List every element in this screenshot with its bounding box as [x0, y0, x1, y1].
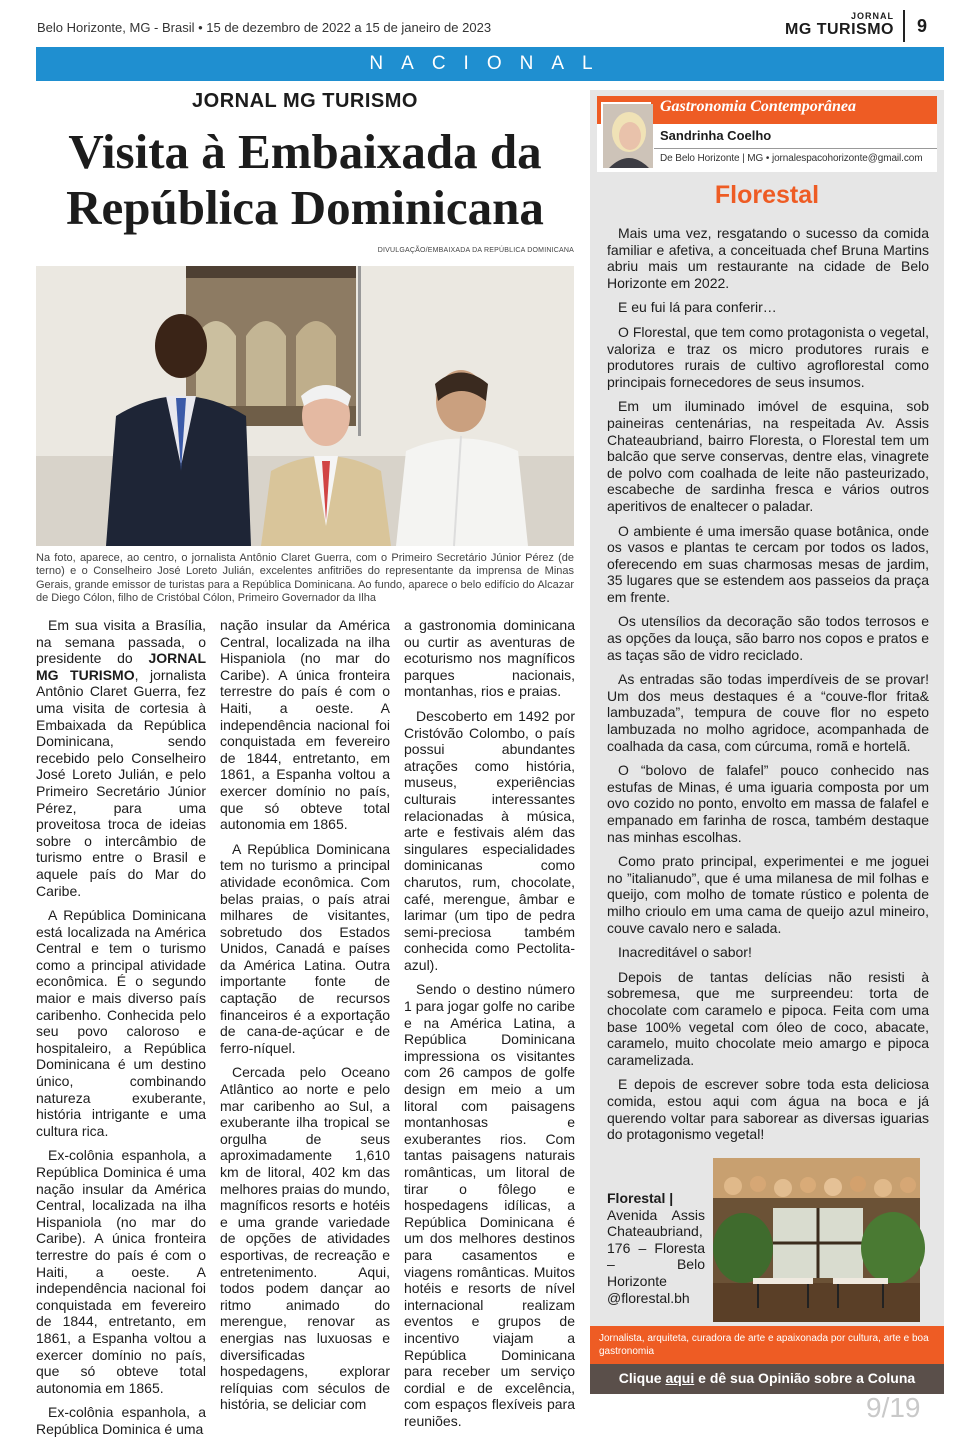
article-paragraph: A República Dominicana está localizada na América Central e tem o turismo como a principal atividade econômica. É o segundo maior e mais diverso país caribenho. Conhecida pelo seu povo caloroso e hospitaleiro, a República Dominicana é um destino único, combinando natureza exuberante, história intrigante e uma cultura rica. — [36, 907, 206, 1139]
column-body — [607, 225, 929, 1153]
article-column-1 — [36, 617, 206, 1446]
author-bio: Jornalista, arquiteta, curadora de arte e apaixonada por cultura, arte e boa gastronomia — [599, 1333, 929, 1357]
embassy-group-photo-illustration — [36, 266, 574, 546]
column-paragraph: O ambiente é uma imersão quase botânica, onde os vasos e plantas te cercam por todos os lados, oferecendo em suas charmosas mesas de jardim, 35 lugares que se estendem aos passeios da praça em frente. — [607, 522, 929, 605]
article-paragraph: A República Dominicana tem no turismo a principal atividade econômica. Com belas praias, o país atrai milhares de visitantes, sobretudo dos Estados Unidos, Canadá e países da América Latina. Outra importante fonte de captação de recursos financeiros é a exportação de cana-de-açúcar e de ferro-níquel. — [220, 840, 390, 1056]
column-paragraph: Como prato principal, experimentei e me joguei no ”italianudo”, que é uma milanesa de mil folhas e queijo, com molho de tomate rústico e polenta de milho crioulo em uma cama de queijo azul mineiro, couve cavalo nero e salada. — [607, 853, 929, 936]
restaurant-name: Florestal — [607, 1190, 666, 1206]
column-paragraph: Inacreditável o sabor! — [618, 944, 752, 961]
column-paragraph: Em um iluminado imóvel de esquina, sob paineiras centenárias, na respeitada Av. Assis Chateaubriand, bairro Floresta, o Florestal tem um balcão que serve conservas, dentre elas, vinagrete de polvo com coalhada de leite não pasteurizado, escabeche de sardinha fresca e vários outros aperitivos de enaltecer o paladar. — [607, 398, 929, 514]
article-paragraph: Cercada pelo Oceano Atlântico ao norte e pelo mar caribenho ao Sul, a exuberante ilha tropical se orgulha de seus aproximadamente 1,610 km de litoral, 402 km das melhores praias do mundo, magníficos resorts e hotéis e uma grande variedade de opções de atividades esportivas, de recreação e entretenimento. Aqui, todos podem dançar ao ritmo animado do merengue, renovar as energias nas luxuosas e diversificadas hospedagens, explorar relíquias com séculos de história, se deliciar com — [220, 1064, 390, 1413]
masthead-small: JORNAL — [850, 11, 894, 21]
masthead-title: MG TURISMO — [785, 21, 894, 38]
article-paragraph — [36, 617, 206, 899]
paragraph-text: , jornalista Antônio Claret Guerra, fez uma visita de cortesia à Embaixada da República Dominicana, sendo recebido pelo Conselheiro José Loreto Julián, e pelo Primeiro Secretário Júnior Pérez, para uma proveitosa troca de ideias sobre o intercâmbio de turismo entre o Brasil e aquele país do Mar do Caribe. — [36, 666, 206, 899]
article-paragraph: Ex-colônia espanhola, a República Dominica é uma nação insular da América Central, localizada na ilha Hispaniola (no mar do Caribe). A única fronteira terrestre do país é com o Haiti, a oeste. A independência nacional foi conquistada em fevereiro de 1844, entretanto, em 1861, a Espanha voltou a exercer domínio no país, que só obteve total autonomia em 1865. — [36, 1147, 206, 1396]
column-paragraph: O “bolovo de falafel” pouco conhecido nas estufas de Minas, é uma iguaria composta por um ovo cozido no ponto, envolto em massa de falafel e empanado em farinha de rosca, também destaque nas minhas escolhas. — [607, 762, 929, 845]
paragraph-text: Em sua visita a Brasília, na semana passada, o presidente do — [36, 617, 206, 667]
photo-credit: DIVULGAÇÃO/EMBAIXADA DA REPÚBLICA DOMINICANA — [377, 247, 574, 254]
section-band: NACIONAL — [36, 47, 944, 81]
restaurant-address — [607, 1190, 705, 1306]
column-paragraph: Depois de tantas delícias não resisti à sobremesa, que me surpreendeu: torta de chocolate com caramelo e pipoca. Feita com uma base 100% vegetal com óleo de coco, abacate, caramelo, muito chocolate meio amargo e pipoca caramelizada. — [607, 968, 929, 1068]
brand-name: JORNAL MG TURISMO — [36, 650, 206, 683]
address-text: Avenida Assis Chateaubriand, 176 – Floresta – Belo Horizonte @florestal.bh — [607, 1206, 705, 1306]
restaurant-interior-illustration — [713, 1158, 920, 1322]
article-headline: Visita à Embaixada da República Dominicana — [66, 124, 544, 235]
cta-link[interactable]: aqui — [665, 1370, 695, 1386]
masthead-logo — [785, 12, 894, 38]
column-paragraph-wrap — [607, 1076, 929, 1142]
opinion-cta[interactable] — [590, 1370, 944, 1386]
article-photo — [36, 266, 574, 546]
author-name: Sandrinha Coelho — [660, 128, 772, 143]
dateline: Belo Horizonte, MG - Brasil • 15 de dezembro de 2022 a 15 de janeiro de 2023 — [37, 20, 492, 35]
author-portrait-illustration — [603, 104, 653, 168]
author-avatar — [601, 102, 651, 166]
article-paragraph: Ex-colônia espanhola, a República Dominica é uma — [36, 1404, 206, 1437]
page-number: 9 — [903, 10, 927, 42]
article-paragraph: Sendo o destino número 1 para jogar golfe no caribe e na América Latina, a República Dominicana impressiona os visitantes com 26 campos de golfe design em meio a um litoral com paisagens montanhosas e exuberantes rios. Com tantas paisagens naturais românticas, um litoral de tirar o fôlego e hospedagens idílicas, a República Dominicana é um dos melhores destinos para casamentos e viagens românticas. Muitos hotéis e resorts de nível internacional realizam eventos e grupos de incentivo viajam a República Dominicana para receber um serviço cordial e de excelência, com espaços flexíveis para reuniões. — [404, 981, 575, 1429]
closing-text: E depois de escrever sobre toda esta deliciosa comida, estou aqui com água na boca e já querendo voltar para saborear as diversas iguarias do protagonismo vegetal! — [607, 1076, 929, 1143]
article-kicker: JORNAL MG TURISMO — [192, 90, 418, 112]
cta-text: e dê sua Opinião sobre a Coluna — [694, 1370, 916, 1386]
restaurant-photo — [713, 1158, 920, 1322]
article-paragraph: nação insular da América Central, localizada na ilha Hispaniola (no mar do Caribe). A única fronteira terrestre do país é com o Haiti, a oeste. A independência nacional foi conquistada em fevereiro de 1844, entretanto, em 1861, a Espanha voltou a exercer domínio no país, que só obteve total autonomia em 1865. — [220, 617, 390, 833]
page-counter: 9/19 — [866, 1392, 921, 1423]
cta-text: Clique — [618, 1370, 666, 1386]
gastronomy-column — [590, 90, 944, 1394]
article-paragraph: Descoberto em 1492 por Cristóvão Colombo, o país possui abundantes atrações como história, museus, experiências culturais interessantes relacionadas à música, arte e festivais além das singulares especialidades dominicanas como charutos, rum, chocolate, café, merengue, âmbar e larimar (um tipo de pedra semi-preciosa também conhecida como Pectolita-azul). — [404, 707, 575, 973]
column-paragraph: E eu fui lá para conferir… — [618, 299, 777, 316]
column-paragraph: As entradas são todas imperdíveis de se provar! Um dos meus destaques é a “couve-flor frita& lambuzada”, tempura de couve flor no espeto lambuzada no molho agridoce, acompanhada de coalhada da casa, com cúrcuma, romã e hortelã. — [607, 671, 929, 754]
column-paragraph: Mais uma vez, resgatando o sucesso da comida familiar e afetiva, a conceituada chef Bruna Martins abriu mais um restaurante na cidade de Belo Horizonte em 2022. — [607, 225, 929, 291]
article-paragraph: a gastronomia dominicana ou curtir as aventuras de ecoturismo nos magníficos parques nacionais, montanhas, rios e praias. — [404, 617, 575, 700]
article-column-3 — [404, 617, 575, 1438]
column-paragraph: O Florestal, que tem como protagonista o vegetal, valoriza e traz os micro produtores rurais e produtores rurais de cultivo agroflorestal como principais fornecedores de seus insumos. — [607, 323, 929, 390]
article-column-2 — [220, 617, 390, 1421]
column-paragraph: Os utensílios da decoração são todos terrosos e as opções da louça, são barro nos copos e pratos e as taças são de vidro reciclado. — [607, 613, 929, 663]
column-footer — [590, 1326, 944, 1394]
author-meta: De Belo Horizonte | MG • jornalespacohorizonte@gmail.com — [660, 153, 923, 164]
column-heading: Florestal — [714, 181, 820, 209]
address-separator: | — [665, 1190, 674, 1206]
photo-caption: Na foto, aparece, ao centro, o jornalista Antônio Claret Guerra, com o Primeiro Secretário Júnior Pérez (de terno) e o Conselheiro José Loreto Julián, excelentes anfitriões do representante da imprensa de Minas Gerais, grande emissor de turistas para a República Dominicana. Ao fundo, aparece o belo edifício do Alcazar de Diego Cólon, filho de Cristóbal Cólon, Primeiro Governador da Ilha — [36, 552, 574, 605]
author-divider — [654, 148, 937, 149]
column-title: Gastronomia Contemporânea — [660, 98, 857, 115]
